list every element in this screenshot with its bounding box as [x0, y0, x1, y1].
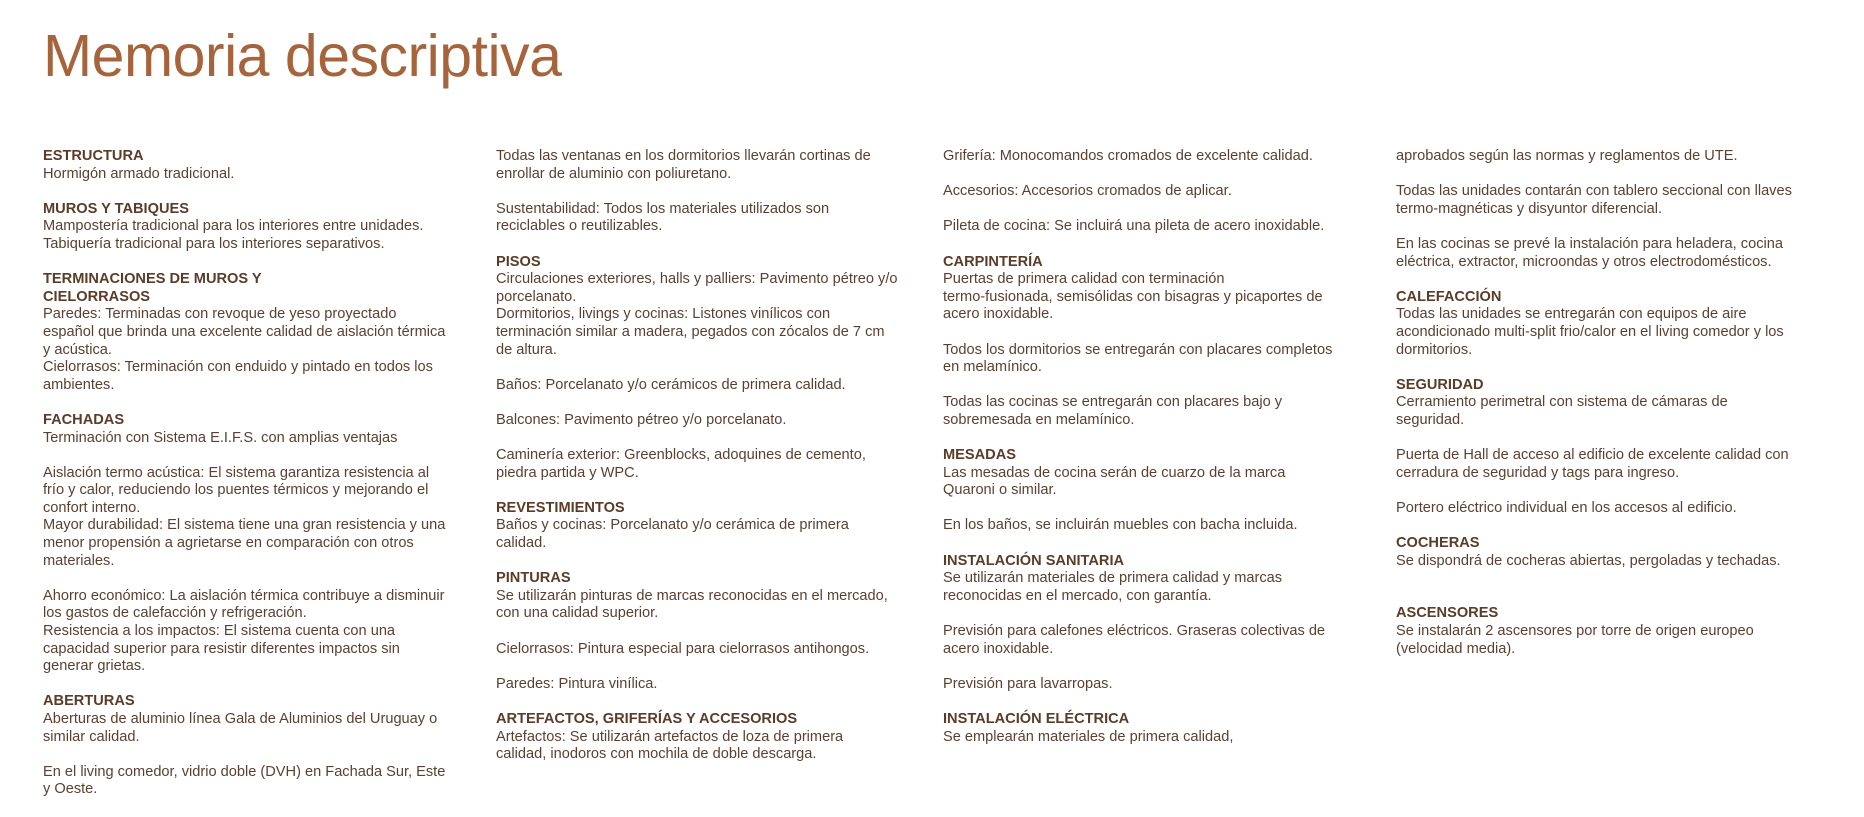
text-line: Aislación termo acústica: El sistema garantiza resistencia al	[43, 464, 430, 481]
section-heading: REVESTIMIENTOS	[496, 499, 625, 516]
spacer	[1396, 359, 1841, 377]
text-line: Sustentabilidad: Todos los materiales utilizados son	[496, 200, 830, 217]
text-line: frío y calor, reduciendo los puentes térmicos y mejorando el	[43, 482, 429, 499]
text-line: Todos los dormitorios se entregarán con placares completos	[943, 341, 1333, 358]
spacer	[43, 183, 488, 201]
spacer	[1396, 588, 1841, 606]
spacer	[496, 693, 941, 711]
section-heading: INSTALACIÓN SANITARIA	[943, 552, 1125, 569]
text-line: Circulaciones exteriores, halls y palliers: Pavimento pétreo y/o	[496, 271, 898, 288]
text-line: de altura.	[496, 341, 557, 358]
text-line: Paredes: Pintura vinílica.	[496, 675, 658, 692]
section-heading: COCHERAS	[1396, 535, 1480, 552]
text-line: Las mesadas de cocina serán de cuarzo de la marca	[943, 464, 1286, 481]
text-line: Puertas de primera calidad con terminación	[943, 271, 1225, 288]
text-line: Mampostería tradicional para los interiores entre unidades.	[43, 218, 424, 235]
text-line: Tabiquería tradicional para los interiores separativos.	[43, 235, 385, 252]
column-3	[943, 148, 1388, 746]
text-line: Pileta de cocina: Se incluirá una pileta de acero inoxidable.	[943, 218, 1325, 235]
text-line: acondicionado multi-split frio/calor en el living comedor y los	[1396, 323, 1784, 340]
text-line: Previsión para calefones eléctricos. Graseras colectivas de	[943, 623, 1326, 640]
spacer	[1396, 271, 1841, 289]
spacer	[496, 482, 941, 500]
text-line: ambientes.	[43, 376, 115, 393]
text-line: calidad, inodoros con mochila de doble descarga.	[496, 746, 817, 763]
section-heading: MUROS Y TABIQUES	[43, 200, 189, 217]
text-line: con una calidad superior.	[496, 605, 659, 622]
text-line: Baños y cocinas: Porcelanato y/o cerámica de primera	[496, 517, 849, 534]
text-line: Ahorro económico: La aislación térmica contribuye a disminuir	[43, 587, 445, 604]
text-line: Se utilizarán pinturas de marcas reconocidas en el mercado,	[496, 587, 888, 604]
text-line: confort interno.	[43, 499, 141, 516]
spacer	[1396, 570, 1841, 588]
text-line: similar calidad.	[43, 728, 140, 745]
text-line: Previsión para lavarropas.	[943, 675, 1113, 692]
text-line: capacidad superior para resistir diferentes impactos sin	[43, 640, 400, 657]
text-line: termo-fusionada, semisólidas con bisagras y picaportes de	[943, 288, 1323, 305]
section-heading: CARPINTERÍA	[943, 253, 1043, 270]
spacer	[943, 500, 1388, 518]
text-line: Todas las cocinas se entregarán con placares bajo y	[943, 394, 1283, 411]
text-line: Se emplearán materiales de primera calidad,	[943, 728, 1234, 745]
section-heading: ARTEFACTOS, GRIFERÍAS Y ACCESORIOS	[496, 711, 798, 727]
text-line: Terminación con Sistema E.I.F.S. con amplias ventajas	[43, 429, 398, 446]
text-line: Cielorrasos: Terminación con enduido y pintado en todos los	[43, 359, 433, 376]
section-heading: MESADAS	[943, 447, 1016, 464]
spacer	[943, 377, 1388, 395]
spacer	[496, 359, 941, 377]
text-line: Cielorrasos: Pintura especial para cielorrasos antihongos.	[496, 640, 870, 657]
spacer	[43, 676, 488, 694]
text-line: Cerramiento perimetral con sistema de cámaras de	[1396, 394, 1728, 411]
text-line: acero inoxidable.	[943, 306, 1054, 323]
text-line: aprobados según las normas y reglamentos de UTE.	[1396, 148, 1738, 164]
text-line: Paredes: Terminadas con revoque de yeso proyectado	[43, 306, 397, 323]
text-line: Artefactos: Se utilizarán artefactos de loza de primera	[496, 728, 844, 745]
text-line: Accesorios: Accesorios cromados de aplicar.	[943, 183, 1232, 200]
text-line: Todas las unidades se entregarán con equipos de aire	[1396, 306, 1747, 323]
text-line: Caminería exterior: Greenblocks, adoquines de cemento,	[496, 447, 866, 464]
spacer	[943, 201, 1388, 219]
text-line: acero inoxidable.	[943, 640, 1054, 657]
spacer	[943, 535, 1388, 553]
text-line: Se utilizarán materiales de primera calidad y marcas	[943, 570, 1283, 587]
spacer	[1396, 482, 1841, 500]
spacer	[43, 394, 488, 412]
section-heading: CALEFACCIÓN	[1396, 288, 1502, 305]
text-line: Todas las unidades contarán con tablero seccional con llaves	[1396, 183, 1792, 200]
section-heading: ASCENSORES	[1396, 605, 1499, 622]
text-line: En el living comedor, vidrio doble (DVH) en Fachada Sur, Este	[43, 763, 446, 780]
section-heading: PISOS	[496, 253, 541, 270]
text-line: Todas las ventanas en los dormitorios llevarán cortinas de	[496, 148, 871, 164]
text-line: seguridad.	[1396, 411, 1465, 428]
spacer	[43, 254, 488, 272]
text-line: Resistencia a los impactos: El sistema cuenta con una	[43, 623, 396, 640]
section-heading: ESTRUCTURA	[43, 148, 144, 164]
section-heading: CIELORRASOS	[43, 288, 151, 305]
text-line: En las cocinas se prevé la instalación para heladera, cocina	[1396, 235, 1783, 252]
text-line: Puerta de Hall de acceso al edificio de excelente calidad con	[1396, 447, 1789, 464]
text-line: Aberturas de aluminio línea Gala de Aluminios del Uruguay o	[43, 711, 438, 727]
spacer	[496, 394, 941, 412]
spacer	[1396, 430, 1841, 448]
text-line: Balcones: Pavimento pétreo y/o porcelanato.	[496, 411, 787, 428]
column-4	[1396, 148, 1841, 658]
spacer	[943, 430, 1388, 448]
spacer	[43, 570, 488, 588]
section-heading: PINTURAS	[496, 570, 571, 587]
text-line: y Oeste.	[43, 781, 98, 798]
text-line: los gastos de calefacción y refrigeración.	[43, 605, 307, 622]
spacer	[496, 623, 941, 641]
spacer	[943, 693, 1388, 711]
spacer	[943, 166, 1388, 184]
text-line: menor propensión a agrietarse en comparación con otros	[43, 535, 414, 552]
text-line: Se dispondrá de cocheras abiertas, pergoladas y techadas.	[1396, 552, 1781, 569]
text-line: porcelanato.	[496, 288, 577, 305]
text-line: materiales.	[43, 552, 115, 569]
text-line: Grifería: Monocomandos cromados de excelente calidad.	[943, 148, 1313, 164]
section-heading: SEGURIDAD	[1396, 376, 1484, 393]
text-line: terminación similar a madera, pegados con zócalos de 7 cm	[496, 323, 885, 340]
section-heading: ABERTURAS	[43, 693, 135, 710]
spacer	[496, 658, 941, 676]
spacer	[496, 183, 941, 201]
text-line: calidad.	[496, 535, 547, 552]
section-heading: TERMINACIONES DE MUROS Y	[43, 271, 262, 288]
text-line: Hormigón armado tradicional.	[43, 165, 235, 182]
spacer	[496, 236, 941, 254]
text-line: Se instalarán 2 ascensores por torre de origen europeo	[1396, 623, 1754, 640]
text-line: Portero eléctrico individual en los accesos al edificio.	[1396, 499, 1737, 516]
text-line: español que brinda una excelente calidad de aislación térmica	[43, 323, 446, 340]
text-line: Dormitorios, livings y cocinas: Listones vinílicos con	[496, 306, 831, 323]
text-line: reconocidas en el mercado, con garantía.	[943, 587, 1212, 604]
text-line: (velocidad media).	[1396, 640, 1516, 657]
spacer	[496, 553, 941, 571]
text-line: y acústica.	[43, 341, 112, 358]
spacer	[1396, 517, 1841, 535]
text-line: Quaroni o similar.	[943, 482, 1057, 499]
spacer	[43, 447, 488, 465]
text-line: en melamínico.	[943, 359, 1042, 376]
text-line: Baños: Porcelanato y/o cerámicos de primera calidad.	[496, 376, 846, 393]
spacer	[1396, 218, 1841, 236]
text-line: piedra partida y WPC.	[496, 464, 639, 481]
text-line: Mayor durabilidad: El sistema tiene una gran resistencia y una	[43, 517, 446, 534]
text-line: eléctrica, extractor, microondas y otros electrodomésticos.	[1396, 253, 1772, 270]
text-line: enrollar de aluminio con poliuretano.	[496, 165, 732, 182]
column-1	[43, 148, 488, 799]
spacer	[943, 658, 1388, 676]
text-line: reciclables o reutilizables.	[496, 218, 663, 235]
text-line: termo-magnéticas y disyuntor diferencial.	[1396, 200, 1663, 217]
page-title: Memoria descriptiva	[43, 23, 562, 89]
spacer	[1396, 166, 1841, 184]
text-line: generar grietas.	[43, 658, 146, 675]
text-line: cerradura de seguridad y tags para ingreso.	[1396, 464, 1680, 481]
spacer	[943, 324, 1388, 342]
spacer	[43, 746, 488, 764]
spacer	[943, 605, 1388, 623]
column-2	[496, 148, 941, 764]
text-line: dormitorios.	[1396, 341, 1473, 358]
section-heading: FACHADAS	[43, 411, 125, 428]
spacer	[496, 430, 941, 448]
spacer	[943, 236, 1388, 254]
text-line: sobremesada en melamínico.	[943, 411, 1135, 428]
text-line: En los baños, se incluirán muebles con bacha incluida.	[943, 517, 1298, 534]
section-heading: INSTALACIÓN ELÉCTRICA	[943, 711, 1130, 727]
